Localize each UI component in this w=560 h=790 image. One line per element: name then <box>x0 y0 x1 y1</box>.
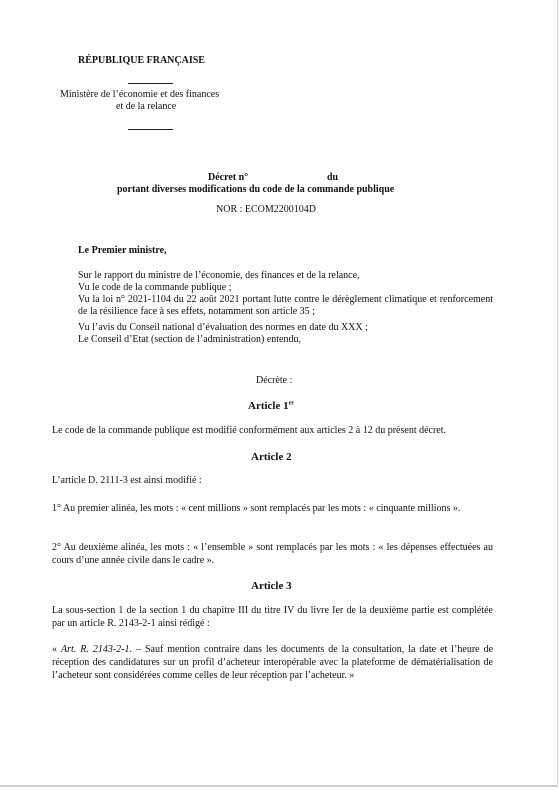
ministry-line-2: et de la relance <box>116 101 177 112</box>
article-3-quoted-text: « Art. R. 2143-2-1. – Sauf mention contraire dans les documents de la consultation, la date et l’heure de réception des candidatures sur un profil d’acheteur interopérable avec la plateforme de dématérialisation de l’acheteur sont considérées comme celles de leur réception par l’acheteur. » <box>52 644 494 681</box>
article-2-paragraph-1: 1° Au premier alinéa, les mots : « cent millions » sont remplacés par les mots : « cinquante millions ». <box>52 503 461 514</box>
article-3-heading: Article 3 <box>251 580 292 592</box>
preamble-line: Vu la loi n° 2021-1104 du 22 août 2021 portant lutte contre le dérèglement climatique et renforcement de la résilience face à ses effets, notamment son article 35 ; <box>78 294 493 317</box>
preamble-line: Sur le rapport du ministre de l’économie, des finances et de la relance, <box>78 270 360 281</box>
nor-reference: NOR : ECOM2200104D <box>216 204 317 215</box>
article-3-intro: La sous-section 1 de la section 1 du chapitre III du titre IV du livre Ier de la deuxième partie est complétée par un article R. 2143-2-1 ainsi rédigé : <box>52 605 493 629</box>
article-2-heading: Article 2 <box>251 451 292 463</box>
article-reference: Art. R. 2143-2-1 <box>60 644 130 655</box>
article-2-intro: L’article D. 2111-3 est ainsi modifié : <box>52 475 202 486</box>
article-1-heading: Article 1er <box>248 400 294 412</box>
ministry-line-1: Ministère de l’économie et des finances <box>60 89 220 100</box>
preamble-line: Vu le code de la commande publique ; <box>78 282 232 293</box>
preamble-line: Le Conseil d’Etat (section de l’administration) entendu, <box>78 334 301 345</box>
article-2-paragraph-2: 2° Au deuxième alinéa, les mots : « l’ensemble » sont remplacés par les mots : « les dépenses effectuées au cours d’une année civile dans le cadre ». <box>52 542 493 566</box>
republic-heading: RÉPUBLIQUE FRANÇAISE <box>78 55 205 66</box>
decree-subject: portant diverses modifications du code de la commande publique <box>117 184 395 195</box>
header-rule-bottom <box>128 129 173 130</box>
article-1-text: Le code de la commande publique est modifié conformément aux articles 2 à 12 du présent décret. <box>52 425 447 436</box>
preamble-line: Vu l’avis du Conseil national d’évaluation des normes en date du XXX ; <box>78 322 368 333</box>
decrete-label: Décrète : <box>256 375 293 386</box>
header-rule-top <box>128 83 173 84</box>
preamble-intro: Le Premier ministre, <box>78 245 167 256</box>
decree-number-label: Décret n° <box>208 172 249 183</box>
decree-date-label: du <box>327 172 339 183</box>
